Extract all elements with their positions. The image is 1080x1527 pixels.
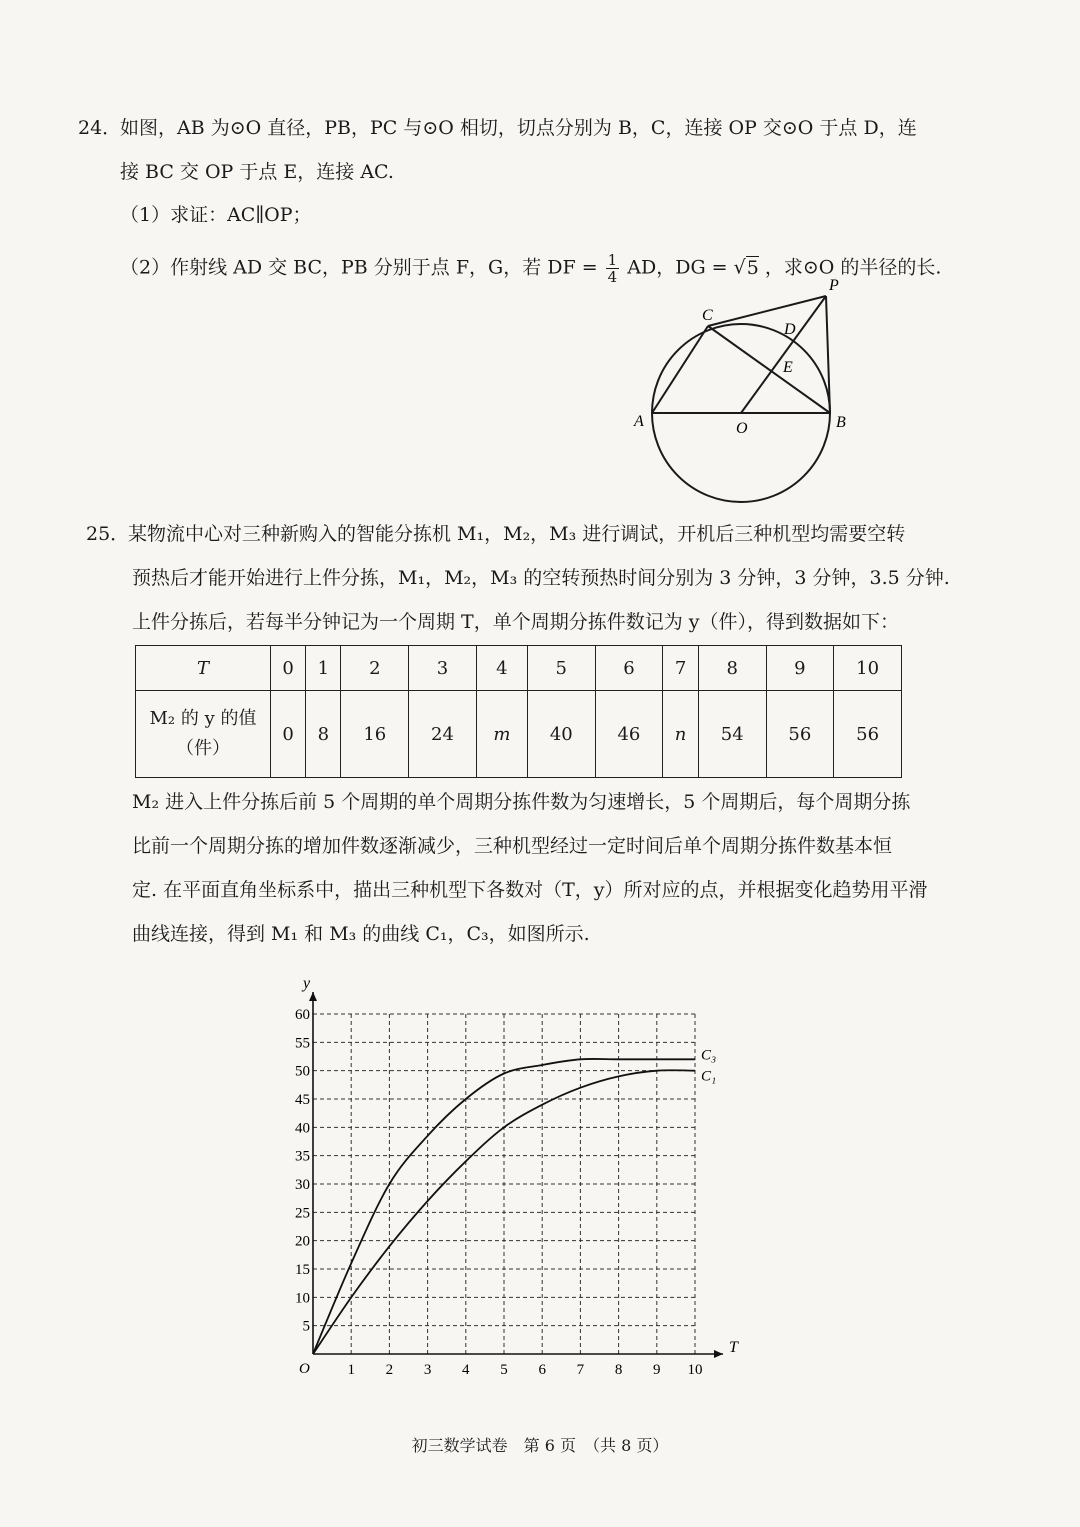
table-cell: 46: [595, 691, 663, 778]
q24-part2-c: ，求⊙O 的半径的长.: [764, 256, 942, 279]
y-tick-label: 25: [295, 1205, 310, 1222]
x-axis-arrow: [714, 1350, 723, 1358]
q25-para2: 比前一个周期分拣的增加件数逐渐减少，三种机型经过一定时间后单个周期分拣件数基本恒: [132, 835, 893, 857]
q25-line3: 上件分拣后，若每半分钟记为一个周期 T，单个周期分拣件数记为 y（件），得到数据如下：: [132, 611, 899, 633]
sqrt-symbol: √: [733, 256, 746, 279]
label-c: C: [702, 307, 713, 324]
x-tick-label: 8: [614, 1362, 623, 1378]
table-cell: 6: [595, 646, 663, 691]
q25-para4: 曲线连接，得到 M₁ 和 M₃ 的曲线 C₁，C₃，如图所示.: [132, 923, 590, 945]
chart: [270, 970, 750, 1390]
x-tick-label: 10: [687, 1362, 703, 1378]
table-cell: 3: [409, 646, 477, 691]
geometry-figure: [620, 270, 860, 515]
y-axis-label: y: [303, 975, 311, 992]
label-a: A: [634, 413, 644, 430]
table-cell: 54: [698, 691, 766, 778]
table-cell: 0: [271, 691, 306, 778]
y-axis-arrow: [309, 992, 317, 1001]
table-header-label: T: [136, 646, 271, 691]
segment-bc: [708, 326, 830, 413]
q25-number: 25．: [86, 523, 130, 545]
x-tick-label: 4: [462, 1362, 470, 1378]
x-tick-label: 6: [538, 1362, 546, 1378]
table-cell: 40: [527, 691, 595, 778]
y-tick-label: 55: [295, 1035, 310, 1052]
fraction-denominator: 4: [607, 268, 618, 286]
table-cell: 2: [341, 646, 409, 691]
x-tick-label: 2: [385, 1362, 394, 1378]
y-tick-label: 5: [302, 1318, 310, 1335]
table-cell: 7: [663, 646, 699, 691]
q24-part2-a: （2）作射线 AD 交 BC，PB 分别于点 F，G，若 DF =: [120, 256, 598, 279]
y-tick-label: 10: [295, 1290, 310, 1307]
y-tick-label: 20: [295, 1233, 310, 1250]
x-tick-label: 7: [576, 1362, 585, 1378]
table-cell: 5: [527, 646, 595, 691]
label-o: O: [736, 420, 748, 437]
table-row-label: [136, 691, 271, 778]
series-label-c3: C₃: [701, 1047, 717, 1064]
y-tick-label: 45: [295, 1092, 310, 1108]
table-cell: 9: [766, 646, 834, 691]
table-cell: 1: [306, 646, 341, 691]
x-tick-label: 1: [347, 1362, 355, 1378]
table-cell: 10: [834, 646, 902, 691]
q25-line1: 某物流中心对三种新购入的智能分拣机 M₁，M₂，M₃ 进行调试，开机后三种机型均需要空转: [128, 523, 906, 545]
q25-line2: 预热后才能开始进行上件分拣，M₁，M₂，M₃ 的空转预热时间分别为 3 分钟，3 分钟，3.5 分钟.: [132, 567, 950, 589]
q25-para1: M₂ 进入上件分拣后前 5 个周期的单个周期分拣件数为匀速增长，5 个周期后，每个周期分拣: [132, 791, 911, 813]
row-label-line1: M₂ 的 y 的值: [149, 708, 257, 729]
x-tick-label: 5: [500, 1362, 508, 1378]
table-cell: n: [663, 691, 699, 778]
q24-part2-b: AD，DG =: [627, 256, 728, 279]
series-label-c1: C₁: [701, 1068, 717, 1085]
table-data-row: [136, 691, 902, 778]
table-cell: m: [476, 691, 527, 778]
x-tick-label: 9: [653, 1362, 661, 1378]
table-cell: 4: [476, 646, 527, 691]
x-axis-label: T: [729, 1339, 738, 1356]
y-tick-label: 30: [295, 1177, 310, 1193]
table-cell: 16: [341, 691, 409, 778]
row-label-line2: （件）: [176, 738, 230, 759]
q24-part1: （1）求证：AC∥OP；: [120, 204, 312, 226]
segment-ac: [652, 326, 708, 413]
origin-label: O: [299, 1361, 310, 1377]
table-cell: 56: [766, 691, 834, 778]
fraction-numerator: 1: [607, 251, 618, 269]
q24-line1: 如图，AB 为⊙O 直径，PB，PC 与⊙O 相切，切点分别为 B，C，连接 OP 交⊙O 于点 D，连: [120, 117, 917, 139]
label-e: E: [783, 359, 793, 376]
table-header-row: [136, 646, 902, 691]
q24-number: 24．: [78, 117, 122, 139]
y-tick-label: 50: [295, 1063, 310, 1080]
x-tick-label: 3: [423, 1362, 432, 1378]
data-table: [135, 645, 902, 778]
table-cell: 8: [306, 691, 341, 778]
y-tick-label: 35: [295, 1148, 310, 1165]
y-tick-label: 60: [295, 1007, 310, 1023]
sqrt-value: 5: [746, 256, 759, 279]
q24-fraction: [606, 252, 620, 285]
y-tick-label: 15: [295, 1262, 310, 1278]
table-cell: 0: [271, 646, 306, 691]
table-cell: 56: [834, 691, 902, 778]
label-p: P: [829, 277, 839, 294]
y-tick-label: 40: [295, 1120, 310, 1137]
table-cell: 8: [698, 646, 766, 691]
q25-para3: 定. 在平面直角坐标系中，描出三种机型下各数对（T，y）所对应的点，并根据变化趋势用平滑: [132, 879, 928, 901]
page-footer: 初三数学试卷 第 6 页 （共 8 页）: [411, 1436, 669, 1455]
label-d: D: [784, 321, 796, 338]
q24-line2: 接 BC 交 OP 于点 E，连接 AC.: [120, 161, 394, 183]
table-cell: 24: [409, 691, 477, 778]
label-b: B: [836, 414, 846, 431]
